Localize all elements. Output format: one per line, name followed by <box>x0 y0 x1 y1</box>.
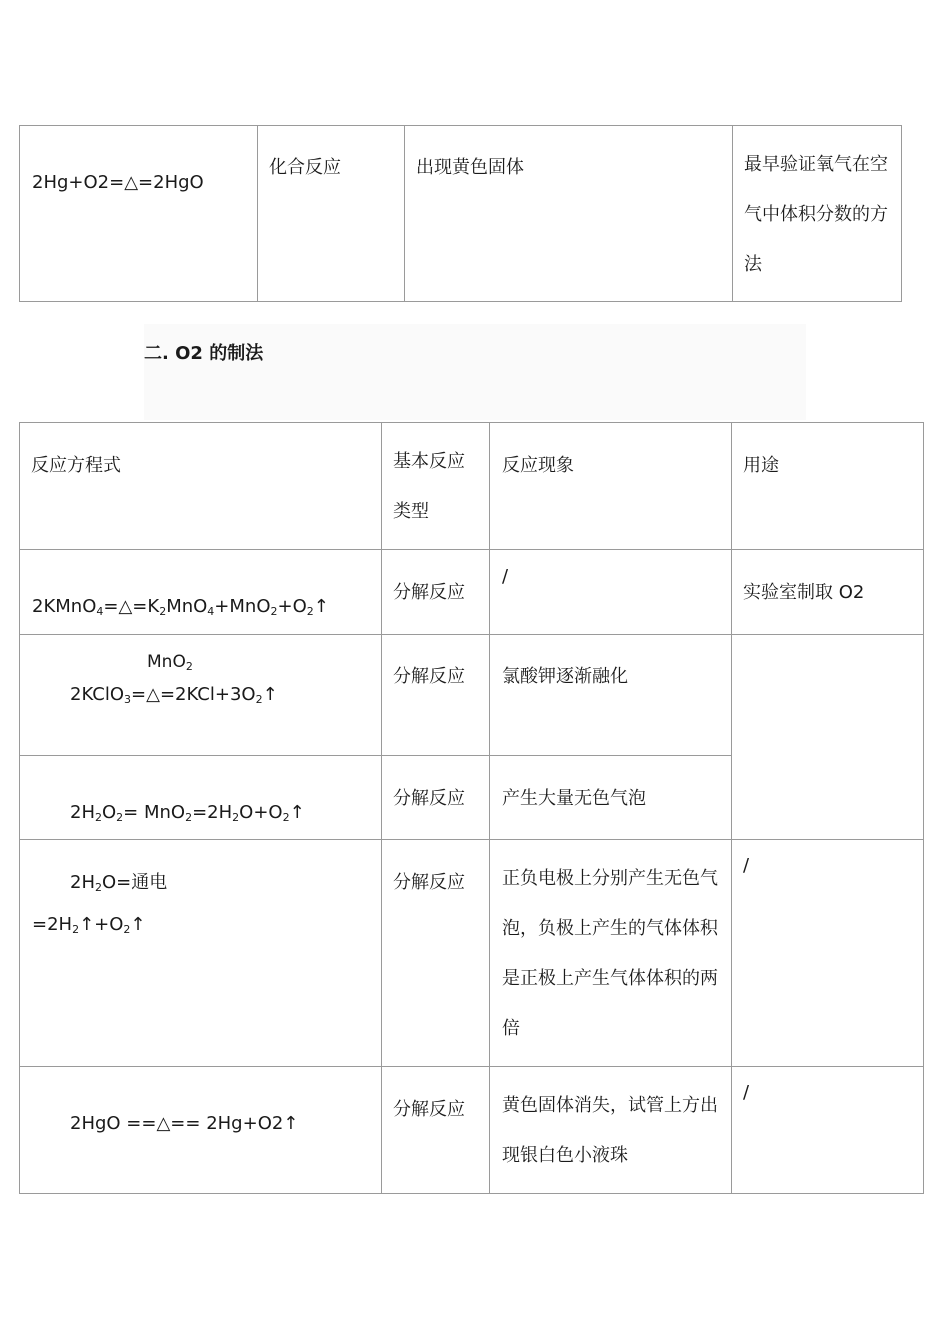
table2-row1-equation <box>32 596 329 617</box>
eq-subscript: 2 <box>255 693 263 706</box>
table2-row5-type: 分解反应 <box>393 1099 465 1120</box>
eq-subscript: 2 <box>306 605 314 618</box>
eq-text: O+O <box>239 802 283 823</box>
section-title: 二. O2 的制法 <box>144 343 264 364</box>
eq-text: ↑ <box>313 596 329 617</box>
eq-text: O <box>102 802 117 823</box>
table2-row5-equation: 2HgO ==△== 2Hg+O2↑ <box>70 1113 299 1134</box>
table2-row1-equation-cell <box>19 549 382 635</box>
eq-text: =△=2KCl+3O <box>131 684 256 705</box>
catalyst-subscript: 2 <box>185 660 193 673</box>
table2-row4-use-cell <box>731 839 924 1067</box>
eq-text: ↑ <box>289 802 305 823</box>
table1-use: 最早验证氧气在空气中体积分数的方法 <box>744 154 888 275</box>
eq-text: ↑ <box>262 684 278 705</box>
eq-text: 2KClO <box>70 684 125 705</box>
eq-subscript: 4 <box>96 605 104 618</box>
table2-header-phenomenon-cell <box>489 422 732 550</box>
table2-row3-equation-cell <box>19 755 382 840</box>
eq-text: +MnO <box>214 596 271 617</box>
eq-text: +O <box>277 596 307 617</box>
eq-text: =△=K <box>103 596 160 617</box>
table2-header-equation: 反应方程式 <box>31 455 121 476</box>
table2-row4-equation-line2 <box>32 914 146 935</box>
table2-row2-type-cell <box>381 634 490 756</box>
table2-row1-phenomenon-cell <box>489 549 732 635</box>
eq-text: = MnO <box>123 802 186 823</box>
table2-row1-type: 分解反应 <box>393 582 465 603</box>
table2-row1-phenomenon: / <box>502 566 509 587</box>
table2-header-equation-cell <box>19 422 382 550</box>
table2-row4-equation-line1 <box>70 868 167 894</box>
table2-row4-type: 分解反应 <box>393 872 465 893</box>
eq-subscript: 2 <box>270 605 278 618</box>
eq-subscript: 2 <box>232 811 240 824</box>
eq-text: =2H <box>32 914 73 935</box>
catalyst-text: MnO <box>147 652 186 672</box>
eq-text: 2H <box>70 802 95 823</box>
table1-phenomenon: 出现黄色固体 <box>416 157 524 178</box>
table1-type: 化合反应 <box>269 157 341 178</box>
eq-subscript: 2 <box>95 811 102 824</box>
eq-text: 2H <box>70 872 95 893</box>
table2-row5-use: / <box>743 1082 750 1103</box>
table2-row4-use: / <box>743 855 750 876</box>
table2-row2-phenomenon: 氯酸钾逐渐融化 <box>502 666 628 687</box>
eq-subscript: 3 <box>124 693 132 706</box>
eq-text: ↑+O <box>79 914 124 935</box>
eq-text: O=通电 <box>102 872 168 893</box>
eq-subscript: 2 <box>282 811 290 824</box>
table1-cell-type <box>257 125 405 302</box>
table2-row4-phenomenon: 正负电极上分别产生无色气泡，负极上产生的气体体积是正极上产生气体体积的两倍 <box>502 868 718 1039</box>
table2-row1-use: 实验室制取 O2 <box>743 582 865 603</box>
table2-row5-phenomenon: 黄色固体消失，试管上方出现银白色小液珠 <box>502 1095 718 1166</box>
table1-equation: 2Hg+O2=△=2HgO <box>32 172 204 193</box>
table2-row3-type: 分解反应 <box>393 788 465 809</box>
table2-row2-phenomenon-cell <box>489 634 732 756</box>
table2-header-phenomenon: 反应现象 <box>502 455 574 476</box>
table2-row3-phenomenon: 产生大量无色气泡 <box>502 788 646 809</box>
table1-cell-phenomenon <box>404 125 733 302</box>
table2-row3-equation <box>70 802 305 823</box>
table2-row2-equation <box>70 684 278 705</box>
eq-text: 2KMnO <box>32 596 97 617</box>
table2-row2-catalyst <box>147 652 193 672</box>
eq-subscript: 2 <box>95 881 102 894</box>
eq-text: ↑ <box>130 914 146 935</box>
table2-row5-use-cell <box>731 1066 924 1194</box>
eq-subscript: 2 <box>72 923 80 936</box>
eq-subscript: 2 <box>116 811 124 824</box>
table2-row2-type: 分解反应 <box>393 666 465 687</box>
eq-subscript: 4 <box>207 605 215 618</box>
eq-text: =2H <box>192 802 233 823</box>
eq-subscript: 2 <box>123 923 131 936</box>
table2-header-use: 用途 <box>743 455 779 476</box>
table2-header-use-cell <box>731 422 924 550</box>
eq-subscript: 2 <box>159 605 167 618</box>
eq-subscript: 2 <box>185 811 193 824</box>
table2-header-type: 基本反应类型 <box>393 451 465 522</box>
table2-row2-3-use-cell <box>731 634 924 840</box>
table1-cell-equation <box>19 125 258 302</box>
table2-row5-type-cell <box>381 1066 490 1194</box>
eq-text: MnO <box>166 596 208 617</box>
